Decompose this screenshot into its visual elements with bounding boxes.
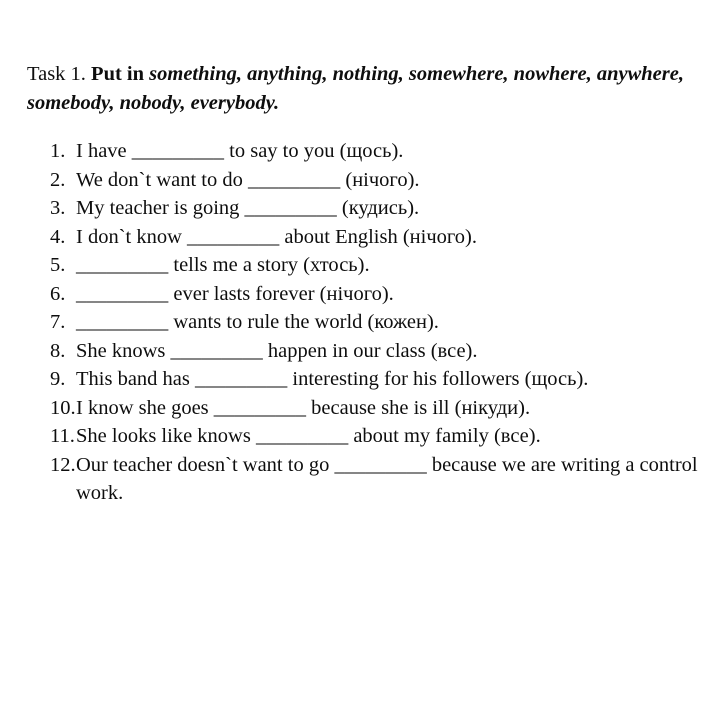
list-item bbox=[50, 137, 708, 166]
list-item bbox=[50, 194, 708, 223]
item-text: This band has _________ interesting for his followers (щось). bbox=[76, 368, 589, 390]
item-text: I know she goes _________ because she is ill (нікуди). bbox=[76, 396, 531, 419]
list-item bbox=[50, 280, 708, 309]
item-number: 4. bbox=[50, 225, 66, 248]
item-text: Our teacher doesn`t want to go _________ because we are writing a control work. bbox=[76, 453, 703, 504]
item-number: 9. bbox=[50, 368, 66, 390]
list-item bbox=[50, 166, 708, 195]
instruction-verb: Put in bbox=[91, 63, 150, 85]
item-text: We don`t want to do _________ (нічого). bbox=[76, 168, 420, 191]
list-item bbox=[50, 223, 708, 252]
list-item bbox=[50, 308, 708, 337]
item-text: _________ tells me a story (хтось). bbox=[76, 254, 370, 276]
item-number: 7. bbox=[50, 311, 66, 333]
item-text: She looks like knows _________ about my family (все). bbox=[76, 425, 541, 447]
item-text: She knows _________ happen in our class (все). bbox=[76, 339, 478, 362]
task-label: Task 1. bbox=[27, 63, 92, 85]
list-item bbox=[50, 337, 708, 366]
item-number: 3. bbox=[50, 197, 66, 219]
item-number: 5. bbox=[50, 254, 66, 276]
list-item bbox=[50, 365, 708, 394]
item-text: _________ wants to rule the world (кожен). bbox=[76, 311, 439, 333]
list-item bbox=[50, 451, 708, 508]
item-number: 8. bbox=[50, 339, 66, 362]
item-number: 11. bbox=[50, 425, 75, 447]
task-instruction bbox=[27, 60, 691, 117]
item-number: 6. bbox=[50, 282, 66, 305]
item-number: 1. bbox=[50, 140, 66, 162]
item-text: My teacher is going _________ (кудись). bbox=[76, 197, 420, 219]
instruction-words: something, anything, nothing, somewhere, nowhere, anywhere, somebody, nobody, everybody. bbox=[27, 63, 690, 114]
item-number: 12. bbox=[50, 453, 76, 476]
item-text: _________ ever lasts forever (нічого). bbox=[76, 282, 394, 305]
item-text: I have _________ to say to you (щось). bbox=[76, 140, 404, 162]
item-text: I don`t know _________ about English (нічого). bbox=[76, 225, 477, 248]
list-item bbox=[50, 251, 708, 280]
list-item bbox=[50, 422, 708, 451]
sentence-list bbox=[50, 137, 708, 508]
list-item bbox=[50, 394, 708, 423]
item-number: 10. bbox=[50, 396, 76, 419]
item-number: 2. bbox=[50, 168, 66, 191]
